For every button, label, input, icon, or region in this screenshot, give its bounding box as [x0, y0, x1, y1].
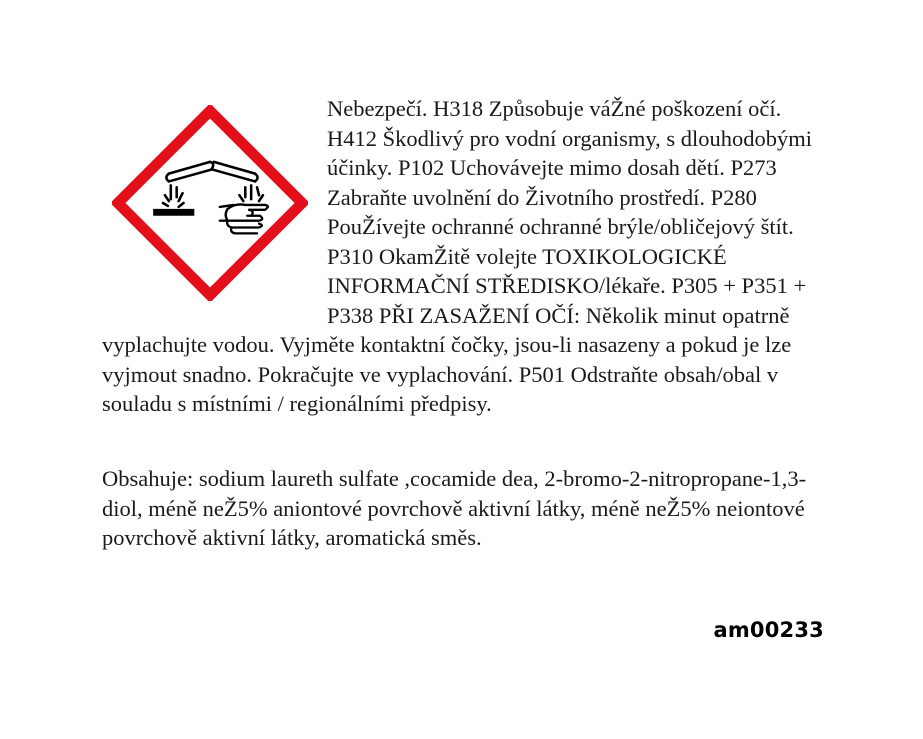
hazard-text: Nebezpečí. H318 Způsobuje váŽné poškození očí. H412 Škodlivý pro vodní organismy, s dlouhodobými účinky. P102 Uchovávejte mimo dosah dětí. P273 Zabraňte uvolnění do Životního prostředí. P280 PouŽívejte ochranné ochranné brýle/obličejový štít. P310 OkamŽitě volejte TOXIKOLOGICKÉ INFORMAČNÍ STŘEDISKO/lékaře. P305 + P351 + P338 PŘI ZASAŽENÍ OČÍ: Několik minut opatrně vyplachujte vodou. Vyjměte kontaktní čočky, jsou-li nasazeny a pokud je lze vyjmout snadno. Pokračujte ve vyplachování. P501 Odstraňte obsah/obal v souladu s místními / regionálními předpisy.: [102, 96, 813, 416]
product-code: am00233: [713, 618, 824, 642]
contains-ingredients: Obsahuje: sodium laureth sulfate ,cocamide dea, 2-bromo-2-nitropropane-1,3-diol, méně neŽ5% aniontové povrchově aktivní látky, méně neŽ5% neiontové povrchově aktivní látky, aromatická směs.: [102, 466, 807, 550]
pictogram-spacer: [102, 94, 327, 330]
hazard-statements: [102, 94, 822, 419]
